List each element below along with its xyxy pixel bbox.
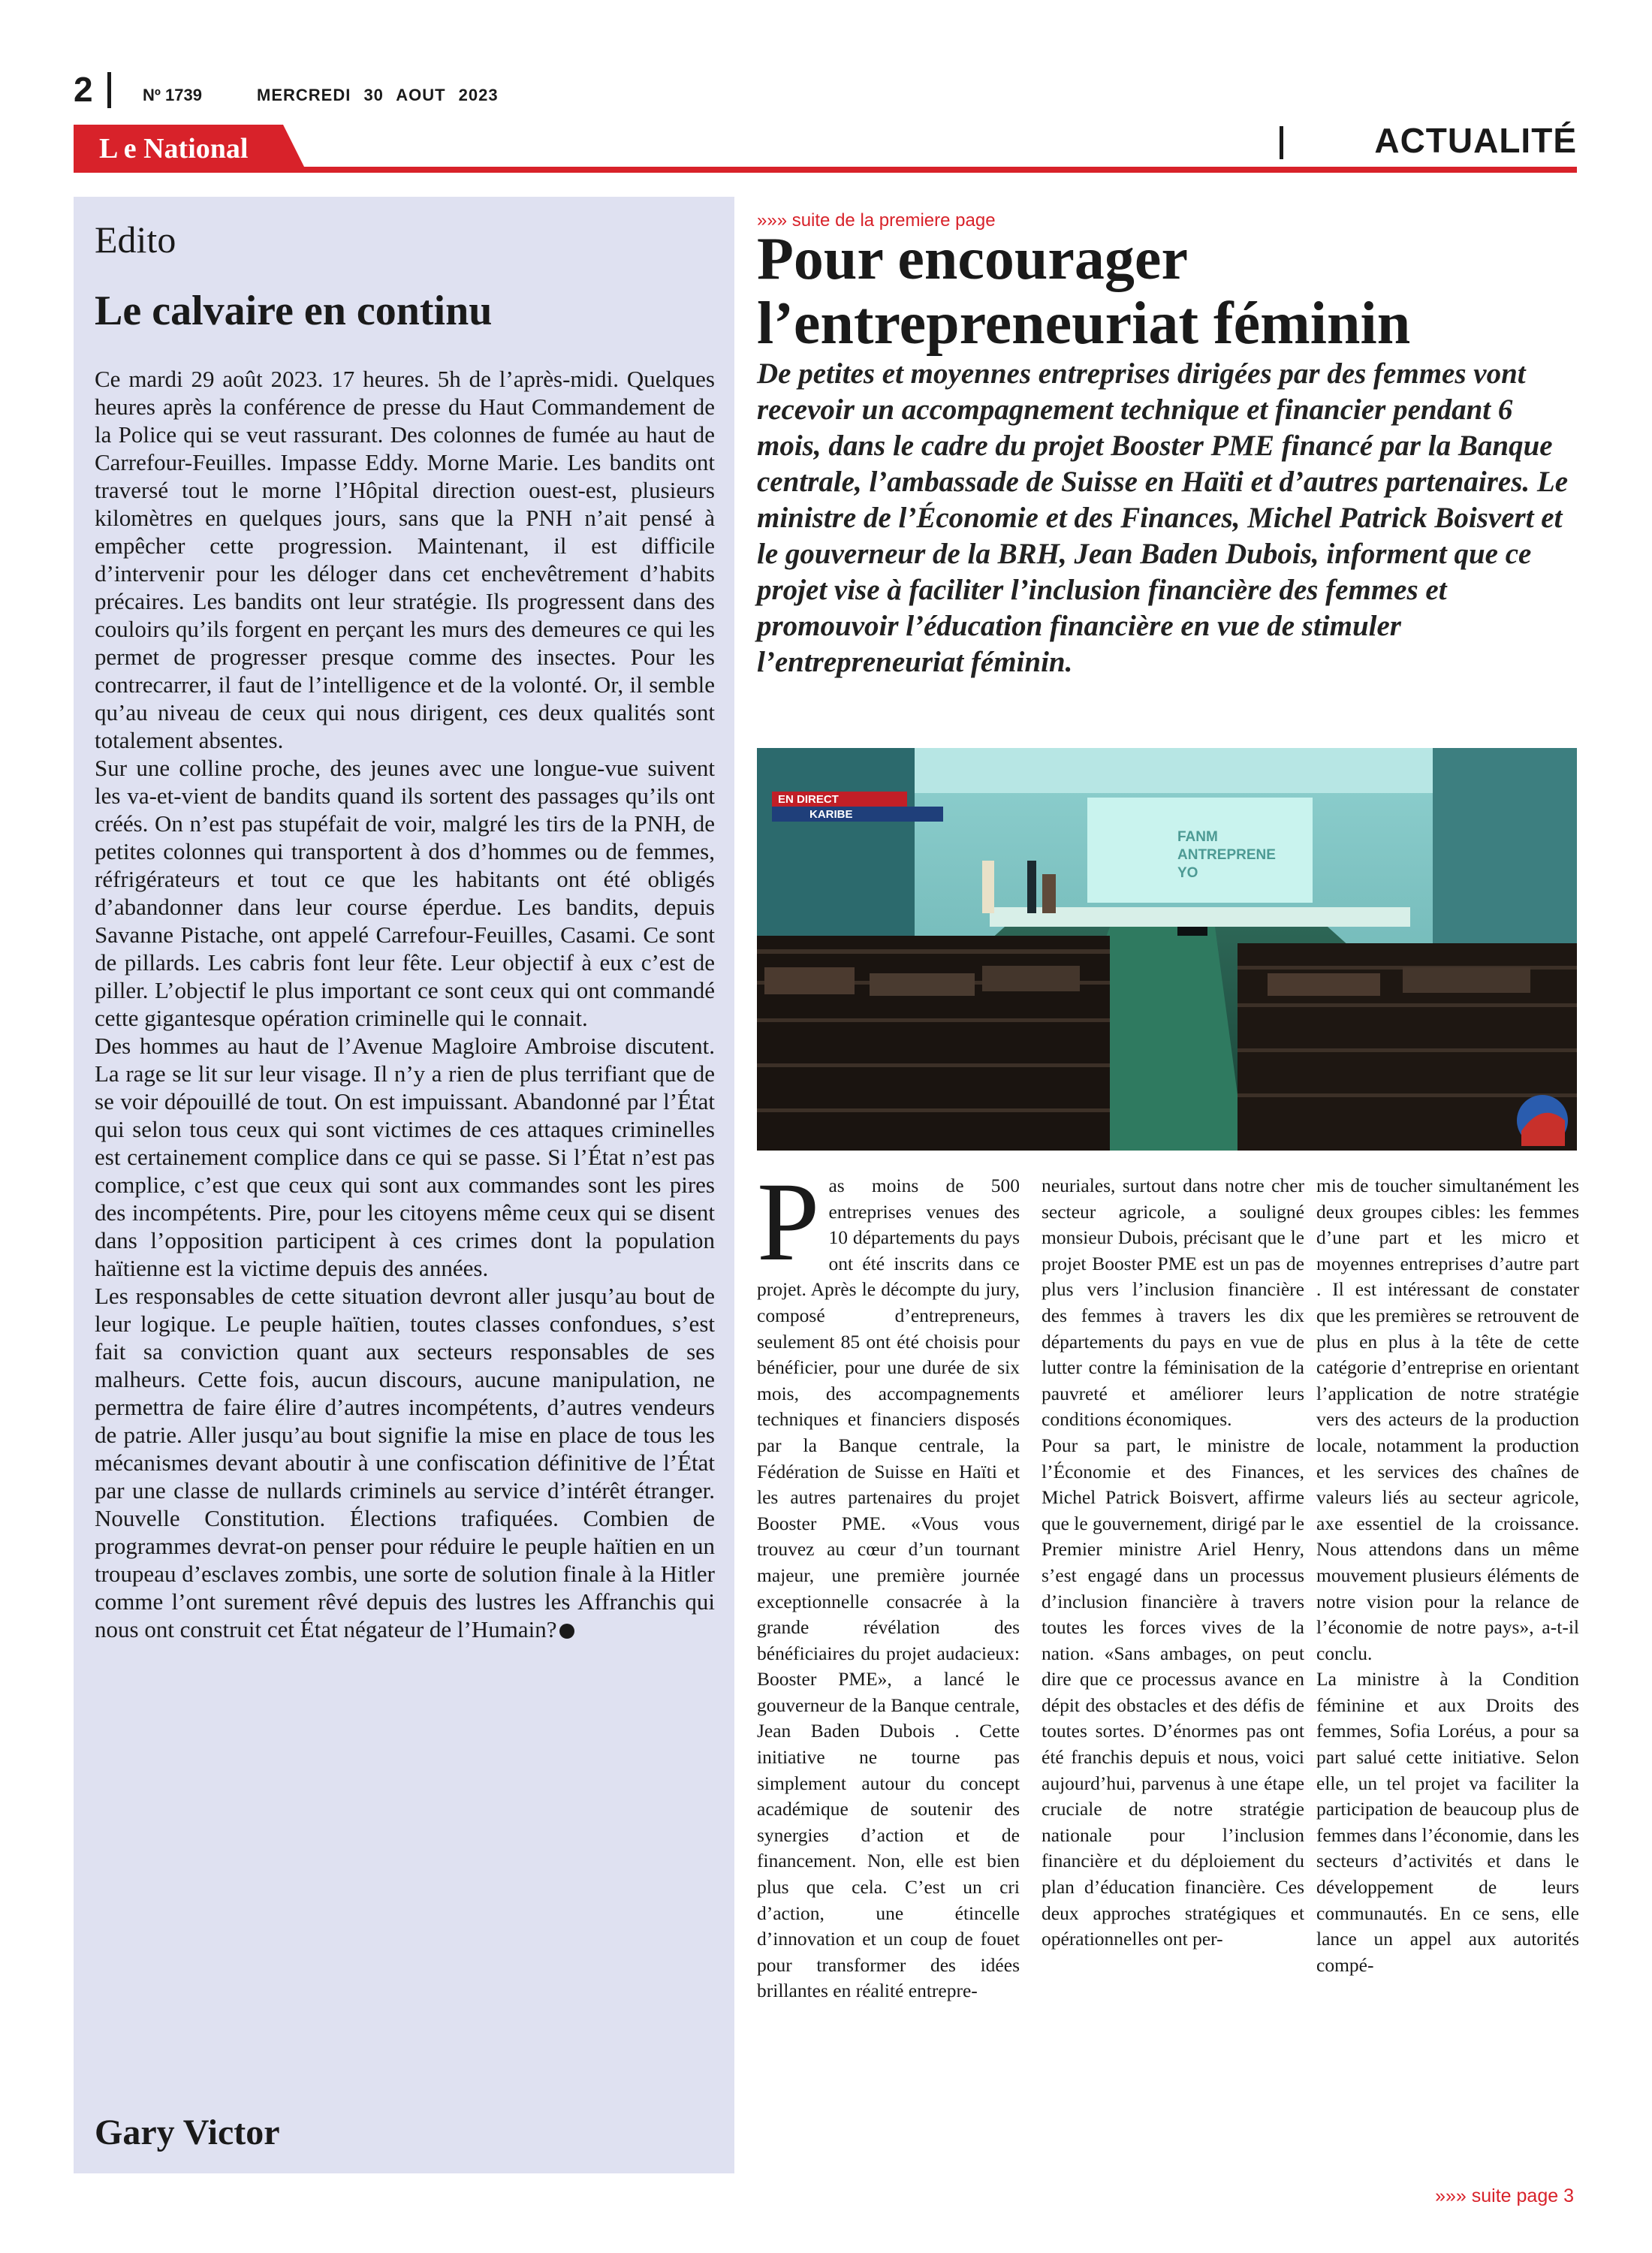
edito-paragraph-text: Les responsables de cette situation devront aller jusqu’au bout de leur logique. Le peuple haïtien, toutes classes confondues, s’est fait sa conviction quant aux secteurs responsables de ses malheurs. Cette fois, aucun discours, aucune manipulation, ne permettra de faire élire d’autres incompétents, d’autres vendeurs de patrie. Aller jusqu’au bout signifie la mise en place de tous les mécanismes devant aboutir à une confiscation définitive de l’État par une classe de nullards criminels au service d’intérêt étranger. Nouvelle Constitution. Élections trafiquées. Combien de programmes devrat-on penser pour réduire le peuple haïtien en un troupeau d’esclaves zombis, une sorte de solution finale à la Hitler comme l’ont surement rêvé depuis des lustres les Affranchis qui nous ont construit cet État négateur de l’Humain? xyxy=(95,1283,715,1642)
page-number: 2 xyxy=(74,70,93,109)
conference-hall-photo xyxy=(757,748,1577,1151)
article-paragraph: as moins de 500 entreprises venues des 10 départements du pays ont été inscrits dans ce projet. Après le décompte du jury, composé d’entrepreneurs, seulement 85 ont été choisis pour bénéficier, pour une durée de six mois, des accompagnements techniques et financiers disposés par la Banque centrale, la Fédération de Suisse en Haïti et les autres partenaires du projet Booster PME. «Vous vous trouvez au cœur d’un tournant majeur, une première journée exceptionnelle consacrée à la grande révélation des bénéficiaires du projet audacieux: Booster PME», a lancé le gouverneur de la Banque centrale, Jean Baden Dubois . Cette initiative ne tourne pas simplement autour du concept académique de soutenir des synergies d’action et de financement. Non, elle est bien plus que cela. C’est un cri d’action, une étincelle d’innovation et un coup de fouet pour transformer des idées brillantes en réalité entrepre- xyxy=(757,1175,1020,2002)
edito-body xyxy=(95,365,715,1643)
end-of-article-icon xyxy=(559,1624,574,1639)
article-photo xyxy=(757,748,1577,1151)
tv-live-badge: EN DIRECT xyxy=(778,793,839,806)
section-title: ACTUALITÉ xyxy=(1374,121,1577,160)
section-divider xyxy=(1280,126,1283,159)
brand-logo-text: L e National xyxy=(99,133,249,164)
edito-author: Gary Victor xyxy=(95,2113,280,2152)
article-column-1 xyxy=(757,1173,1020,2149)
edito-label: Edito xyxy=(95,219,176,261)
article-paragraph: neuriales, surtout dans notre cher secteur agricole, a souligné monsieur Dubois, précisant que le projet Booster PME est un pas de plus vers l’inclusion financière des femmes à travers les dix départements du pays en vue de lutter contre la féminisation de la pauvreté et améliorer leurs conditions économiques. xyxy=(1042,1175,1304,1431)
issue-number: Nº 1739 xyxy=(143,86,202,104)
edito-paragraph: Ce mardi 29 août 2023. 17 heures. 5h de l’après-midi. Quelques heures après la conférence de presse du Haut Commandement de la Police qui se veut rassurant. Des colonnes de fumée au haut de Carrefour-Feuilles. Impasse Eddy. Morne Marie. Les bandits ont traversé tout le morne l’Hôpital direction ouest-est, plusieurs kilomètres en quelques jours, sans que la PNH n’ait pensé à empêcher cette progression. Maintenant, il est difficile d’intervenir pour les déloger dans cet enchevêtrement d’habits précaires. Les bandits ont leur stratégie. Ils progressent dans des couloirs qu’ils forgent en perçant les murs des demeures ce qui les permet de progresser presque comme des insectes. Pour les contrecarrer, il faut de l’intelligence et de la volonté. Or, il semble qu’au niveau de ceux qui nous dirigent, ces deux qualités sont totalement absentes. xyxy=(95,366,715,753)
issue-date: MERCREDI 30 AOUT 2023 xyxy=(257,86,499,104)
tv-channel-name: KARIBE xyxy=(809,808,853,821)
article-kicker: »»» suite de la premiere page xyxy=(757,210,996,231)
edito-title: Le calvaire en continu xyxy=(95,288,493,334)
article-paragraph: Pour sa part, le ministre de l’Économie et des Finances, Michel Patrick Boisvert, affirme que le gouvernement, dirigé par le Premier ministre Ariel Henry, s’est engagé dans un processus d’inclusion financière à travers toutes les forces vives de la nation. «Sans ambages, on peut dire que ce processus avance en dépit des obstacles et des défis de toutes sortes. D’énormes pas ont été franchis depuis et nous, voici aujourd’hui, parvenus à une étape cruciale de notre stratégie nationale pour l’inclusion financière et du déploiement du plan d’éducation financière. Ces deux approches stratégiques et opérationnelles ont per- xyxy=(1042,1434,1304,1950)
article-paragraph: mis de toucher simultanément les deux groupes cibles: les femmes d’une part et les micro et moyennes entreprises d’autre part . Il est intéressant de constater que les premières se retrouvent de plus en plus à la tête de cette catégorie d’entreprise en orientant l’application de notre stratégie vers des acteurs de la production locale, notamment la production et les services des chaînes de valeurs liés au secteur agricole, axe essentiel de la croissance. Nous attendons dans un même mouvement plusieurs éléments de notre vision pour la relance de l’économie de notre pays», a-t-il conclu. xyxy=(1316,1175,1579,1664)
screen-text-line1: FANM xyxy=(1177,829,1218,845)
header-divider xyxy=(107,72,111,108)
article-paragraph: La ministre à la Condition féminine et aux Droits des femmes, Sofia Loréus, a pour sa part salué cette initiative. Selon elle, un tel projet va faciliter la participation de beaucoup plus de femmes dans l’économie, dans les secteurs d’activités et dans le développement de leurs communautés. En ce sens, elle lance un appel aux autorités compé- xyxy=(1316,1668,1579,1976)
edito-paragraph: Des hommes au haut de l’Avenue Magloire Ambroise discutent. La rage se lit sur leur visage. Il n’y a rien de plus terrifiant que de se voir dépouillé de tout. On est impuissant. Abandonné par l’État qui selon tous ceux qui sont victimes de ces attaques criminelles est certainement complice dans ce qui se passe. Si l’État n’est pas complice, c’est que ceux qui sont aux commandes sont les pires des incompétents. Pire, pour les citoyens même ceux qui se disent dans l’opposition participent à ces crimes dont la population haïtienne est la victime depuis des années. xyxy=(95,1033,715,1281)
screen-text-line2: ANTREPRENE xyxy=(1177,847,1276,863)
article-headline: Pour encourager l’entrepreneuriat féminin xyxy=(757,226,1411,357)
article-column-2 xyxy=(1042,1173,1304,2149)
article-standfirst: De petites et moyennes entreprises dirigées par des femmes vont recevoir un accompagnement technique et financier pendant 6 mois, dans le cadre du projet Booster PME financé par la Banque centrale, l’ambassade de Suisse en Haïti et d’autres partenaires. Le ministre de l’Économie et des Finances, Michel Patrick Boisvert et le gouverneur de la BRH, Jean Baden Dubois, informent que ce projet vise à faciliter l’inclusion financière des femmes et promouvoir l’éducation financière en vue de stimuler l’entrepreneuriat féminin. xyxy=(757,357,1569,678)
edito-paragraph xyxy=(95,1282,715,1643)
edito-paragraph: Sur une colline proche, des jeunes avec une longue-vue suivent les va-et-vient de bandits quand ils sortent des passages qu’ils ont créés. On n’est pas stupéfait de voir, malgré les tirs de la PNH, de petites colonnes qui transportent à dos d’hommes ou de femmes, réfrigérateurs et tout ce que les habitants ont été obligés d’abandonner dans leur course éperdue. Les bandits, depuis Savanne Pistache, ont appelé Carrefour-Feuilles, Casami. Ce sont de pillards. Les cabris font leur fête. Leur objectif à eux c’est de piller. L’objectif le plus important ce sont ceux qui ont commandé cette gigantesque opération criminelle qui le connait. xyxy=(95,755,715,1031)
article-column-3 xyxy=(1316,1173,1579,2149)
screen-text-line3: YO xyxy=(1177,865,1198,881)
continuation-link[interactable]: »»» suite page 3 xyxy=(1435,2185,1574,2206)
drop-cap: P xyxy=(757,1173,820,1284)
